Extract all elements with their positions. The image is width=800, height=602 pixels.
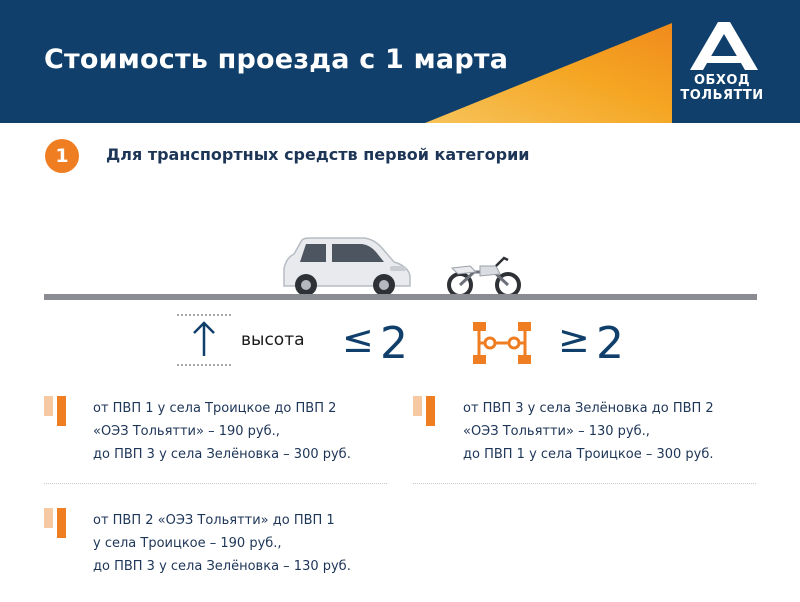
logo-line-2: ТОЛЬЯТТИ xyxy=(680,88,764,103)
quote-icon xyxy=(413,396,441,426)
axle-icon xyxy=(471,320,533,366)
fare-line: у села Троицкое – 190 руб., xyxy=(93,536,282,551)
fare-block-2 xyxy=(463,397,714,466)
page-title: Стоимость проезда с 1 марта xyxy=(44,44,509,75)
quote-icon xyxy=(44,508,72,538)
fare-block-3 xyxy=(93,509,351,578)
fare-line: от ПВП 1 у села Троицкое до ПВП 2 xyxy=(93,401,337,416)
quote-icon xyxy=(44,396,72,426)
fare-line: до ПВП 1 у села Троицкое – 300 руб. xyxy=(463,447,714,462)
car-icon xyxy=(278,236,414,298)
height-arrow-icon xyxy=(175,313,233,367)
road-line xyxy=(44,294,757,300)
category-title: Для транспортных средств первой категории xyxy=(106,145,530,164)
fare-line: от ПВП 2 «ОЭЗ Тольятти» до ПВП 1 xyxy=(93,513,335,528)
fare-line: от ПВП 3 у села Зелёновка до ПВП 2 xyxy=(463,401,714,416)
divider xyxy=(44,483,387,484)
less-or-equal-symbol: ≤ xyxy=(342,317,374,361)
motorcycle-icon xyxy=(446,256,522,298)
fare-line: до ПВП 3 у села Зелёновка – 130 руб. xyxy=(93,559,351,574)
fare-line: «ОЭЗ Тольятти» – 190 руб., xyxy=(93,424,280,439)
height-value: 2 xyxy=(380,318,408,369)
logo xyxy=(672,22,772,112)
fare-block-1 xyxy=(93,397,351,466)
fare-line: «ОЭЗ Тольятти» – 130 руб., xyxy=(463,424,650,439)
divider xyxy=(413,483,756,484)
fare-line: до ПВП 3 у села Зелёновка – 300 руб. xyxy=(93,447,351,462)
height-label: высота xyxy=(241,330,305,350)
header-banner xyxy=(0,0,800,123)
logo-line-1: ОБХОД xyxy=(693,73,751,88)
axles-value: 2 xyxy=(596,318,624,369)
greater-or-equal-symbol: ≥ xyxy=(558,317,590,361)
category-number-badge: 1 xyxy=(45,139,79,173)
